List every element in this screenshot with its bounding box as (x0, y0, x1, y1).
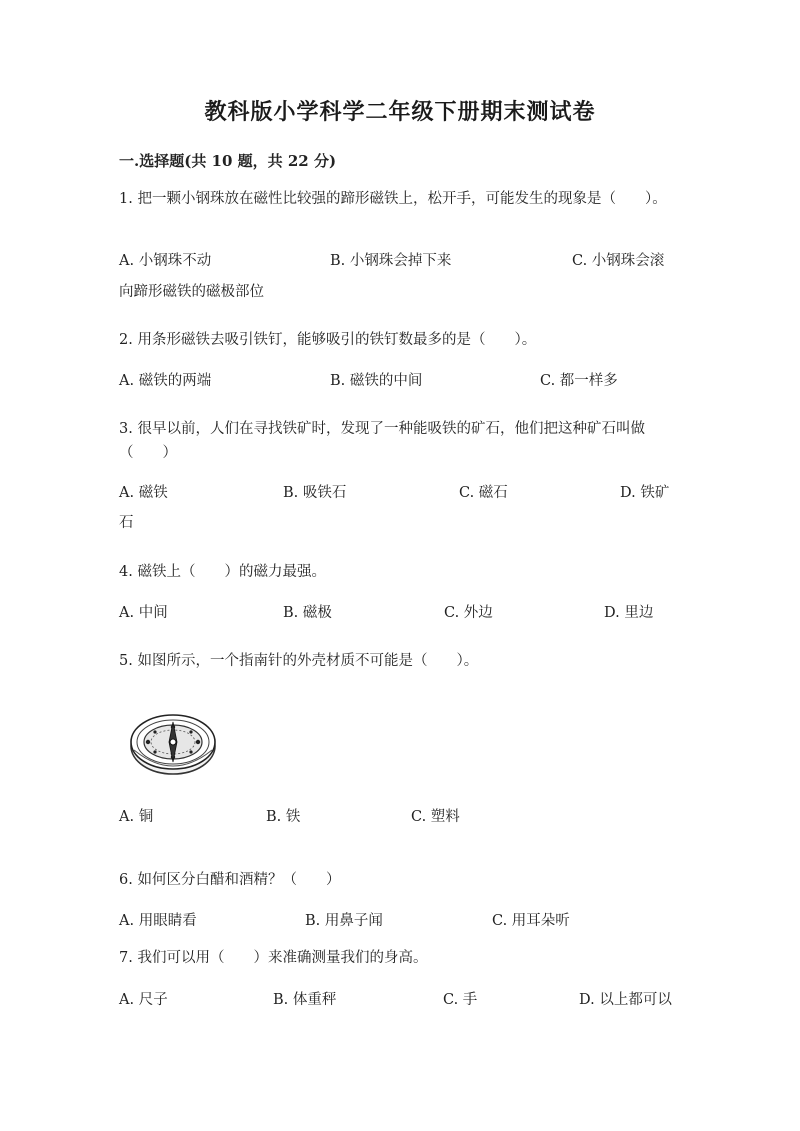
q7-option-d[interactable]: D. 以上都可以 (579, 992, 672, 1008)
q3-option-d-continued: 石 (119, 515, 134, 531)
section-heading: 一.选择题(共 10 题，共 22 分) (119, 152, 337, 170)
question-1: 1. 把一颗小钢珠放在磁性比较强的蹄形磁铁上，松开手，可能发生的现象是（ ）。 (119, 191, 667, 207)
q6-option-a[interactable]: A. 用眼睛看 (119, 913, 197, 929)
q4-option-c[interactable]: C. 外边 (444, 605, 493, 621)
q5-option-a[interactable]: A. 铜 (119, 809, 154, 825)
q2-option-a[interactable]: A. 磁铁的两端 (119, 373, 212, 389)
q2-option-b[interactable]: B. 磁铁的中间 (330, 373, 423, 389)
q6-option-b[interactable]: B. 用鼻子闻 (305, 913, 383, 929)
q6-option-c[interactable]: C. 用耳朵听 (492, 913, 570, 929)
q7-option-b[interactable]: B. 体重秤 (273, 992, 337, 1008)
question-3: 3. 很早以前，人们在寻找铁矿时，发现了一种能吸铁的矿石，他们把这种矿石叫做（ ） (119, 421, 645, 461)
q4-option-a[interactable]: A. 中间 (119, 605, 168, 621)
q4-option-d[interactable]: D. 里边 (604, 605, 654, 621)
compass-image (128, 700, 218, 780)
q1-option-c-continued: 向蹄形磁铁的磁极部位 (119, 284, 264, 300)
q1-option-b[interactable]: B. 小钢珠会掉下来 (330, 253, 452, 269)
q1-option-a[interactable]: A. 小钢珠不动 (119, 253, 212, 269)
q2-option-c[interactable]: C. 都一样多 (540, 373, 618, 389)
question-2: 2. 用条形磁铁去吸引铁钉，能够吸引的铁钉数最多的是（ ）。 (119, 332, 537, 348)
q3-option-c[interactable]: C. 磁石 (459, 485, 508, 501)
q3-option-d[interactable]: D. 铁矿 (620, 485, 670, 501)
q1-option-c[interactable]: C. 小钢珠会滚 (572, 253, 665, 269)
q3-option-a[interactable]: A. 磁铁 (119, 485, 168, 501)
q5-option-b[interactable]: B. 铁 (266, 809, 301, 825)
question-6: 6. 如何区分白醋和酒精？（ ） (119, 872, 341, 888)
question-7: 7. 我们可以用（ ）来准确测量我们的身高。 (119, 950, 428, 966)
page-title: 教科版小学科学二年级下册期末测试卷 (204, 99, 596, 125)
q7-option-a[interactable]: A. 尺子 (119, 992, 168, 1008)
q7-option-c[interactable]: C. 手 (443, 992, 478, 1008)
question-4: 4. 磁铁上（ ）的磁力最强。 (119, 564, 326, 580)
q4-option-b[interactable]: B. 磁极 (283, 605, 332, 621)
q5-option-c[interactable]: C. 塑料 (411, 809, 460, 825)
q3-option-b[interactable]: B. 吸铁石 (283, 485, 347, 501)
question-5: 5. 如图所示，一个指南针的外壳材质不可能是（ ）。 (119, 653, 479, 669)
